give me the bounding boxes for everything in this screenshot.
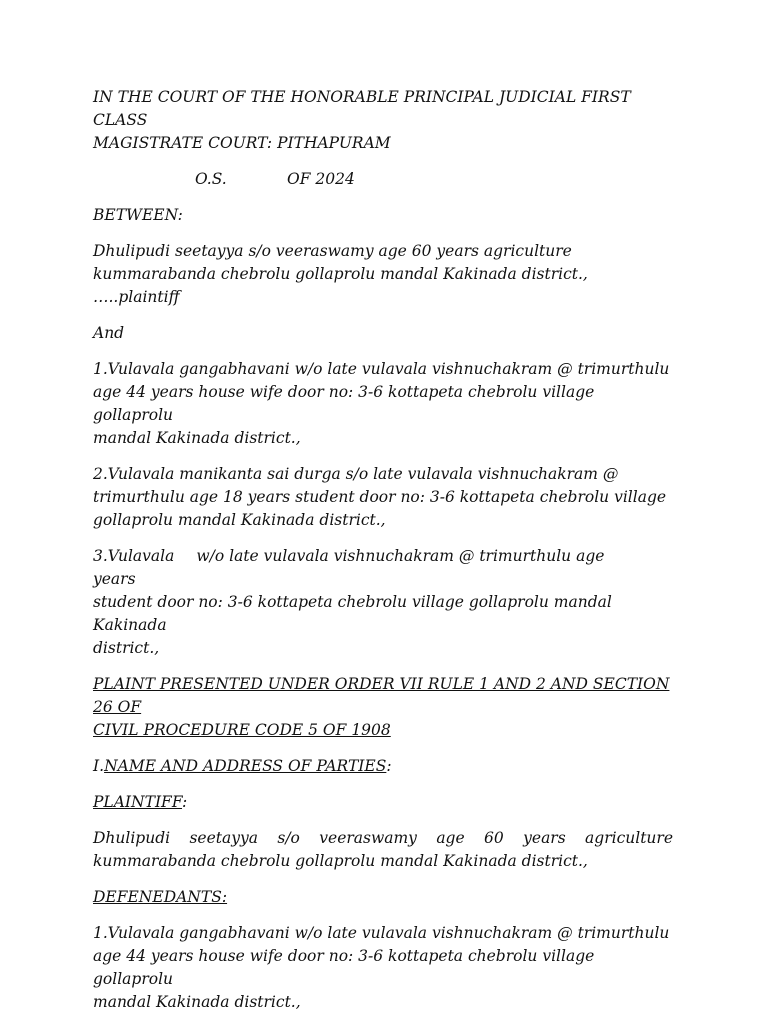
court-heading bbox=[93, 86, 673, 155]
section-colon: : bbox=[386, 757, 392, 775]
section-number: I. bbox=[93, 757, 105, 775]
defendant-3-intro-line-2: student door no: 3-6 kottapeta chebrolu village gollaprolu mandal Kakinada bbox=[93, 593, 612, 634]
plaint-heading-line-1: PLAINT PRESENTED UNDER ORDER VII RULE 1 AND 2 AND SECTION 26 OF bbox=[93, 675, 670, 716]
plaintiff-detail bbox=[93, 827, 673, 873]
case-year: OF 2024 bbox=[287, 170, 355, 188]
plaintiff-block-line-1: Dhulipudi seetayya s/o veeraswamy age 60 years agriculture bbox=[93, 242, 572, 260]
plaintiff-detail-line-1: Dhulipudi seetayya s/o veeraswamy age 60 years agriculture bbox=[93, 829, 673, 847]
defendant-3-years: years bbox=[93, 570, 136, 588]
plaintiff-block-line-2: kummarabanda chebrolu gollaprolu mandal Kakinada district., bbox=[93, 265, 588, 283]
plaintiff-heading-colon: : bbox=[182, 793, 188, 811]
defendant-3-name: 3.Vulavala bbox=[93, 547, 175, 565]
defendant-1-detail-line-3: mandal Kakinada district., bbox=[93, 993, 301, 1011]
plaintiff-heading bbox=[93, 791, 673, 814]
defendant-1-detail bbox=[93, 922, 673, 1014]
plaintiff-heading-title: PLAINTIFF bbox=[93, 793, 183, 811]
between-label: BETWEEN: bbox=[93, 206, 183, 224]
plaint-heading bbox=[93, 673, 673, 742]
defendant-2-intro bbox=[93, 463, 673, 532]
defendant-1-intro-line-2: age 44 years house wife door no: 3-6 kottapeta chebrolu village gollaprolu bbox=[93, 383, 595, 424]
case-prefix: O.S. bbox=[195, 170, 227, 188]
document-page bbox=[93, 86, 673, 1027]
defendant-1-detail-line-2: age 44 years house wife door no: 3-6 kottapeta chebrolu village gollaprolu bbox=[93, 947, 595, 988]
and-label: And bbox=[93, 324, 125, 342]
defendants-heading: DEFENEDANTS: bbox=[93, 888, 228, 906]
plaintiff-block-line-3: …..plaintiff bbox=[93, 288, 180, 306]
defendant-2-intro-line-2: trimurthulu age 18 years student door no: 3-6 kottapeta chebrolu village bbox=[93, 488, 667, 506]
section-parties-heading bbox=[93, 755, 673, 778]
defendant-2-intro-line-3: gollaprolu mandal Kakinada district., bbox=[93, 511, 386, 529]
case-number-line bbox=[93, 168, 673, 191]
court-heading-line-2: MAGISTRATE COURT: PITHAPURAM bbox=[93, 134, 391, 152]
plaintiff-block bbox=[93, 240, 673, 309]
defendant-3-intro-line-3: district., bbox=[93, 639, 160, 657]
defendant-3-intro bbox=[93, 545, 673, 660]
plaint-heading-line-2: CIVIL PROCEDURE CODE 5 OF 1908 bbox=[93, 721, 391, 739]
defendant-1-intro-line-3: mandal Kakinada district., bbox=[93, 429, 301, 447]
defendant-1-detail-line-1: 1.Vulavala gangabhavani w/o late vulavala vishnuchakram @ trimurthulu bbox=[93, 924, 670, 942]
defendant-2-intro-line-1: 2.Vulavala manikanta sai durga s/o late vulavala vishnuchakram @ bbox=[93, 465, 619, 483]
section-title: NAME AND ADDRESS OF PARTIES bbox=[104, 757, 387, 775]
defendant-3-relation: w/o late vulavala vishnuchakram @ trimurthulu age bbox=[196, 547, 605, 565]
court-heading-line-1: IN THE COURT OF THE HONORABLE PRINCIPAL JUDICIAL FIRST CLASS bbox=[93, 88, 631, 129]
plaintiff-detail-line-2: kummarabanda chebrolu gollaprolu mandal Kakinada district., bbox=[93, 852, 588, 870]
defendant-1-intro-line-1: 1.Vulavala gangabhavani w/o late vulavala vishnuchakram @ trimurthulu bbox=[93, 360, 670, 378]
defendant-1-intro bbox=[93, 358, 673, 450]
